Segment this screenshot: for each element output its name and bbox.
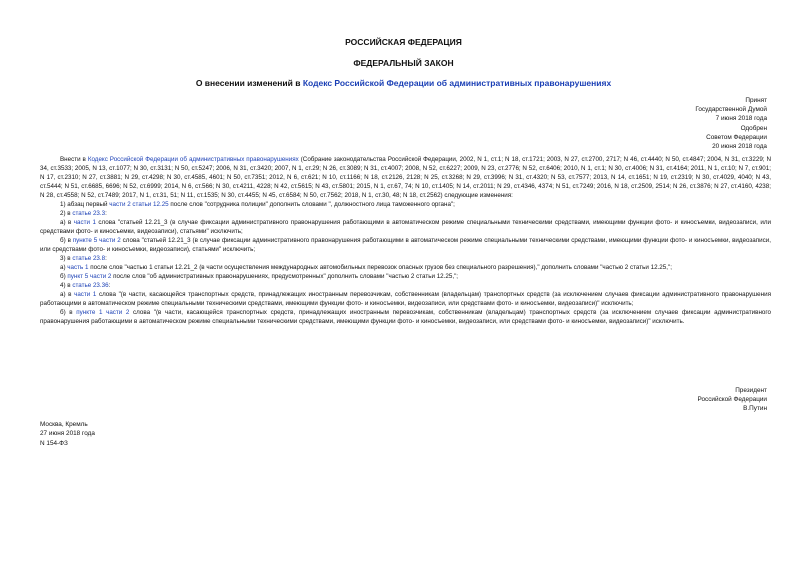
signature-title: Президент [735, 387, 767, 394]
item-1-link[interactable]: части 2 статьи 12.25 [109, 201, 169, 208]
item-3a-link[interactable]: часть 1 [67, 264, 89, 271]
intro-paragraph [40, 155, 771, 200]
item-text: слова "(в части, касающейся транспортных средств, принадлежащих иностранным перевозчикам, собственникам (владельцам) транспортных средств (за исключением случаев фиксации административного правонарушения работающими в автоматическом режиме специальными техническими средствами, имеющими функции фото- и киносъемки, видеозаписи, или средствами фото- и киносъемки, видеозаписи)" исключить. [40, 309, 771, 325]
item-text: 2) в [60, 210, 73, 217]
adoption-block [695, 96, 767, 151]
item-text: : [105, 255, 107, 262]
signature-name: В.Путин [743, 405, 767, 413]
item-2 [40, 209, 771, 218]
item-4-link[interactable]: статье 23.36 [72, 282, 109, 289]
item-1 [40, 200, 771, 209]
country-heading: РОССИЙСКАЯ ФЕДЕРАЦИЯ [345, 37, 462, 47]
law-title-prefix: О внесении изменений в [195, 78, 303, 88]
item-text: б) в [60, 237, 73, 244]
item-text: слова "статьей 12.21_3 (в случае фиксации административного правонарушения работающими в автоматическом режиме специальными техническими средствами, имеющими функции фото- и киносъемки, видеозаписи, или средствами фото- и киносъемки, видеозаписи), статьями" исключить; [40, 219, 771, 235]
item-text: а) в [60, 219, 74, 226]
law-title [0, 78, 807, 88]
item-2a [40, 218, 771, 236]
intro-prefix: Внести в [60, 156, 88, 163]
item-text: а) в [60, 291, 75, 298]
item-4 [40, 281, 771, 290]
item-2b [40, 236, 771, 254]
item-3b-link[interactable]: пункт 5 части 2 [67, 273, 112, 280]
item-4b [40, 308, 771, 326]
place: Москва, Кремль [40, 421, 88, 428]
item-text: после слов "частью 1 статьи 12.21_2 (в части осуществления международных автомобильных перевозок опасных грузов без специального разрешения)," дополнить словами "частью 2 статьи 12.25,"; [88, 264, 672, 271]
law-title-code-link[interactable]: Кодекс Российской Федерации об административных правонарушениях [302, 78, 612, 88]
item-3b [40, 272, 771, 281]
item-2b-link[interactable]: пункте 5 части 2 [72, 237, 121, 244]
adoption-line: Государственной Думой [695, 106, 767, 114]
item-4a [40, 290, 771, 308]
item-2a-link[interactable]: части 1 [73, 219, 96, 226]
date: 27 июня 2018 года [40, 430, 95, 438]
law-number: N 154-ФЗ [40, 439, 68, 447]
item-text: слова "статьей 12.21_3 (в случае фиксации административного правонарушения работающими в автоматическом режиме специальными техническими средствами, имеющими функции фото- и киносъемки, видеозаписи, или средствами фото- и киносъемки, видеозаписи), статьями" исключить; [40, 237, 771, 253]
signature-block [698, 386, 768, 414]
item-3a [40, 263, 771, 272]
place-date-block [40, 420, 95, 448]
item-text: : [105, 210, 107, 217]
item-text: 4) в [60, 282, 73, 289]
item-2-link[interactable]: статье 23.3 [72, 210, 106, 217]
item-text: после слов "сотрудника полиции" дополнить словами ", должностного лица таможенного органа"; [168, 201, 455, 208]
adoption-line: Одобрен [740, 124, 767, 132]
adoption-line: 7 июня 2018 года [715, 115, 767, 123]
signature-title: Российской Федерации [697, 396, 767, 404]
item-text: слова "(в части, касающейся транспортных средств, принадлежащих иностранным перевозчикам, собственникам (владельцам) транспортных средств (за исключением случаев фиксации административного правонарушения работающими в автоматическом режиме специальными техническими средствами, имеющими функции фото- и киносъемки, видеозаписи, или средствами фото- и киносъемки, видеозаписи)" исключить; [40, 291, 771, 307]
item-text: а) [60, 264, 68, 271]
item-4b-link[interactable]: пункте 1 части 2 [76, 309, 130, 316]
item-3-link[interactable]: статье 23.8 [72, 255, 106, 262]
item-text: : [108, 282, 111, 289]
item-4a-link[interactable]: части 1 [74, 291, 97, 298]
item-text: 3) в [60, 255, 73, 262]
item-text: б) [60, 273, 68, 280]
adoption-line: 20 июня 2018 года [712, 143, 767, 151]
doc-type-heading: ФЕДЕРАЛЬНЫЙ ЗАКОН [353, 58, 454, 68]
item-text: 1) абзац первый [60, 201, 110, 208]
adoption-line: Принят [745, 97, 767, 104]
item-text: б) в [60, 309, 77, 316]
law-body [40, 155, 771, 326]
adoption-line: Советом Федерации [706, 133, 767, 141]
item-3 [40, 254, 771, 263]
intro-rest: (Собрание законодательства Российской Федерации, 2002, N 1, ст.1; N 18, ст.1721; 2003, N 27, ст.2700, 2717; N 46, ст.4440; N 50, ст.4847; 2004, N 31, ст.3229; N 34, ст.3533; 2005, N 13, ст.1077; N 30, ст.3131; N 50, ст.5247; 2006, N 31, ст.3420; 2007, N 1, ст.29; N 26, ст.3089; N 31, ст.4007; 2008, N 52, ст.6227; 2009, N 23, ст.2776; N 52, ст.6406; 2010, N 1, ст.1; N 30, ст.4006; N 31, ст.4164; 2011, N 1, ст.10; N 7, ст.901; N 17, ст.2310; N 27, ст.3881; N 29, ст.4298; N 30, ст.4585, 4601; N 50, ст.7351; 2012, N 6, ст.621; N 10, ст.1166; N 18, ст.2126, 2128; N 25, ст.3268; N 29, ст.3996; N 31, ст.4320; N 53, ст.7577; 2013, N 14, ст.1651; N 19, ст.2319; N 30, ст.4029, 4040; N 43, ст.5444; N 51, ст.6685, 6696; N 52, ст.6999; 2014, N 6, ст.566; N 30, ст.4211, 4228; N 42, ст.5615; N 43, ст.5801; 2015, N 1, ст.67, 74; N 10, ст.1405; N 14, ст.2011; N 29, ст.4346, 4374; N 51, ст.7249; 2016, N 18, ст.2509, 2514; N 26, ст.3876; N 27, ст.4160, 4238; N 28, ст.4558; N 52, ст.7489; 2017, N 1, ст.31, 51; N 11, ст.1535; N 30, ст.4455; N 45, ст.6584; N 50, ст.7562; 2018, N 1, ст.30, 48; N 18, ст.2562) следующие изменения: [40, 156, 772, 199]
intro-code-link[interactable]: Кодекс Российской Федерации об административных правонарушениях [87, 156, 299, 163]
item-text: после слов "об административных правонарушениях, предусмотренных" дополнить словами "частью 2 статьи 12.25,"; [111, 273, 459, 280]
